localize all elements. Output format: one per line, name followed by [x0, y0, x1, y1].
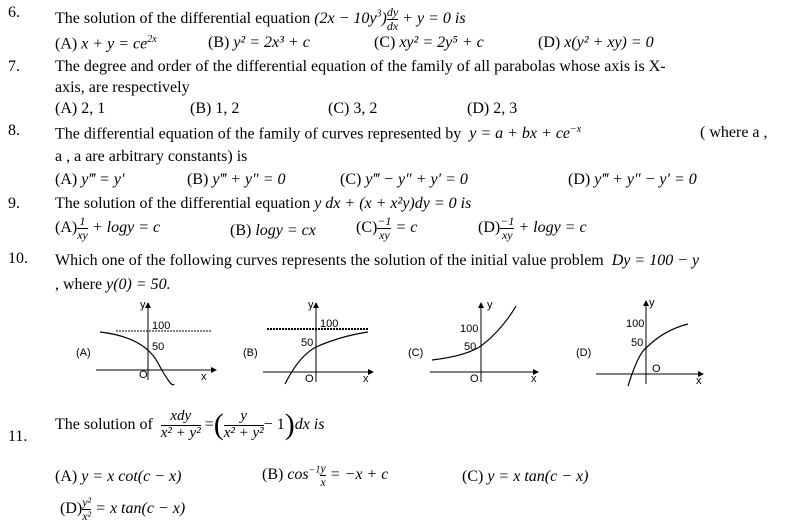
- option-c: (C) $\frac{-1}{xy}$ = c: [356, 214, 418, 242]
- option-d: (D) y‴ + y″ − y′ = 0: [568, 171, 697, 188]
- option-d: (D) x(y² + xy) = 0: [538, 34, 654, 51]
- question-text-line-2: , where y(0) = 50.: [55, 276, 171, 293]
- y-axis-arrow-icon: [478, 302, 484, 308]
- question-number: 7.: [8, 58, 20, 75]
- question-text: [55, 6, 466, 32]
- y-axis-arrow-icon: [145, 302, 151, 308]
- question-text-line-1: Which one of the following curves represents the solution of the initial value problem Dy = 100 − y: [55, 252, 700, 269]
- question-number: 8.: [8, 122, 20, 139]
- question-text-tail: ( where a ,: [700, 124, 768, 141]
- solution-curve: [100, 332, 174, 385]
- option-b: (B) y² = 2x³ + c: [208, 34, 310, 51]
- question-text-line-1: The differential equation of the family of curves represented by y = a + bx + $ce^{-x}$: [55, 124, 582, 143]
- tick-100: 100: [626, 318, 645, 330]
- tick-50: 50: [152, 341, 165, 353]
- question-equation: $(2x - 10y^3)$ $\frac{dy}{dx}$ + y = 0 is: [314, 5, 466, 33]
- solution-curve: [285, 332, 368, 384]
- tick-50: 50: [464, 341, 477, 353]
- option-a: (A) y‴ = y′: [55, 171, 125, 188]
- option-d: (D) $\frac{-1}{xy}$ + logy = c: [478, 214, 587, 242]
- option-d: (D) 2, 3: [467, 100, 518, 117]
- option-c: (C) y‴ − y″ + y′ = 0: [340, 171, 468, 188]
- graph-b: [243, 300, 393, 385]
- question-number: 6.: [8, 4, 20, 21]
- origin-label: O: [305, 373, 314, 385]
- graph-a: [76, 300, 226, 385]
- graph-c: [408, 300, 558, 385]
- question-text-line-2: a , a are arbitrary constants) is: [55, 148, 248, 165]
- graph-label: (A): [76, 347, 91, 359]
- question-text: The solution of $\frac{\text{xdy}}{\text{x² + y²}}$ =( $\frac{y}{\text{x² + y²}}$ − 1)dx is: [55, 407, 325, 441]
- tick-100: 100: [152, 320, 171, 332]
- option-a: (A) 2, 1: [55, 100, 106, 117]
- question-text-line-2: axis, are respectively: [55, 79, 190, 96]
- question-lead: The solution of the differential equation: [55, 9, 311, 27]
- x-axis-label: x: [363, 373, 369, 385]
- solution-curve: [628, 324, 688, 386]
- y-axis-label: y: [649, 297, 655, 309]
- origin-label: O: [652, 363, 661, 375]
- tick-100: 100: [320, 318, 339, 330]
- x-axis-label: x: [201, 371, 207, 383]
- option-d: (D) $\frac{\text{y²}}{\text{x²}}$ = x tan(c − x): [60, 495, 186, 523]
- option-b: (B) y‴ + y″ = 0: [187, 171, 286, 188]
- question-number: 9.: [8, 195, 20, 212]
- y-axis-label: y: [308, 299, 314, 311]
- option-c: (C) y = x tan(c − x): [462, 468, 589, 485]
- graph-label: (B): [243, 347, 258, 359]
- x-axis-label: x: [531, 373, 537, 385]
- tick-100: 100: [460, 323, 479, 335]
- graph-label: (D): [576, 347, 592, 359]
- graph-label: (C): [408, 347, 424, 359]
- y-axis-label: y: [487, 299, 493, 311]
- tick-50: 50: [631, 337, 644, 349]
- y-axis-arrow-icon: [313, 302, 319, 308]
- origin-label: O: [139, 369, 148, 381]
- option-b: (B) logy = cx: [230, 222, 316, 239]
- option-a: (A) y = x cot(c − x): [55, 468, 182, 485]
- x-axis-arrow-icon: [211, 367, 217, 373]
- option-c: (C) 3, 2: [328, 100, 378, 117]
- option-b: (B) 1, 2: [190, 100, 240, 117]
- question-number: 11.: [8, 428, 28, 445]
- question-number: 10.: [8, 250, 28, 267]
- x-axis-arrow-icon: [368, 369, 374, 375]
- y-axis-label: y: [140, 299, 146, 311]
- origin-label: O: [470, 373, 479, 385]
- x-axis-label: x: [696, 375, 702, 387]
- option-a: (A) $\frac{1}{xy}$ + logy = c: [55, 214, 161, 242]
- option-a: (A) $x + y = ce^{2x}$: [55, 34, 157, 53]
- question-text: The solution of the differential equation y dx + (x + x²y)dy = 0 is: [55, 195, 472, 212]
- question-text-line-1: The degree and order of the differential equation of the family of all parabolas whose axis is X-: [55, 58, 666, 75]
- tick-50: 50: [301, 337, 314, 349]
- option-b: (B) $\cos^{-1}$ $\frac{y}{x}$ = −x + c: [262, 461, 389, 489]
- graph-d: [576, 296, 716, 386]
- option-c: (C) xy² = 2y⁵ + c: [374, 34, 484, 51]
